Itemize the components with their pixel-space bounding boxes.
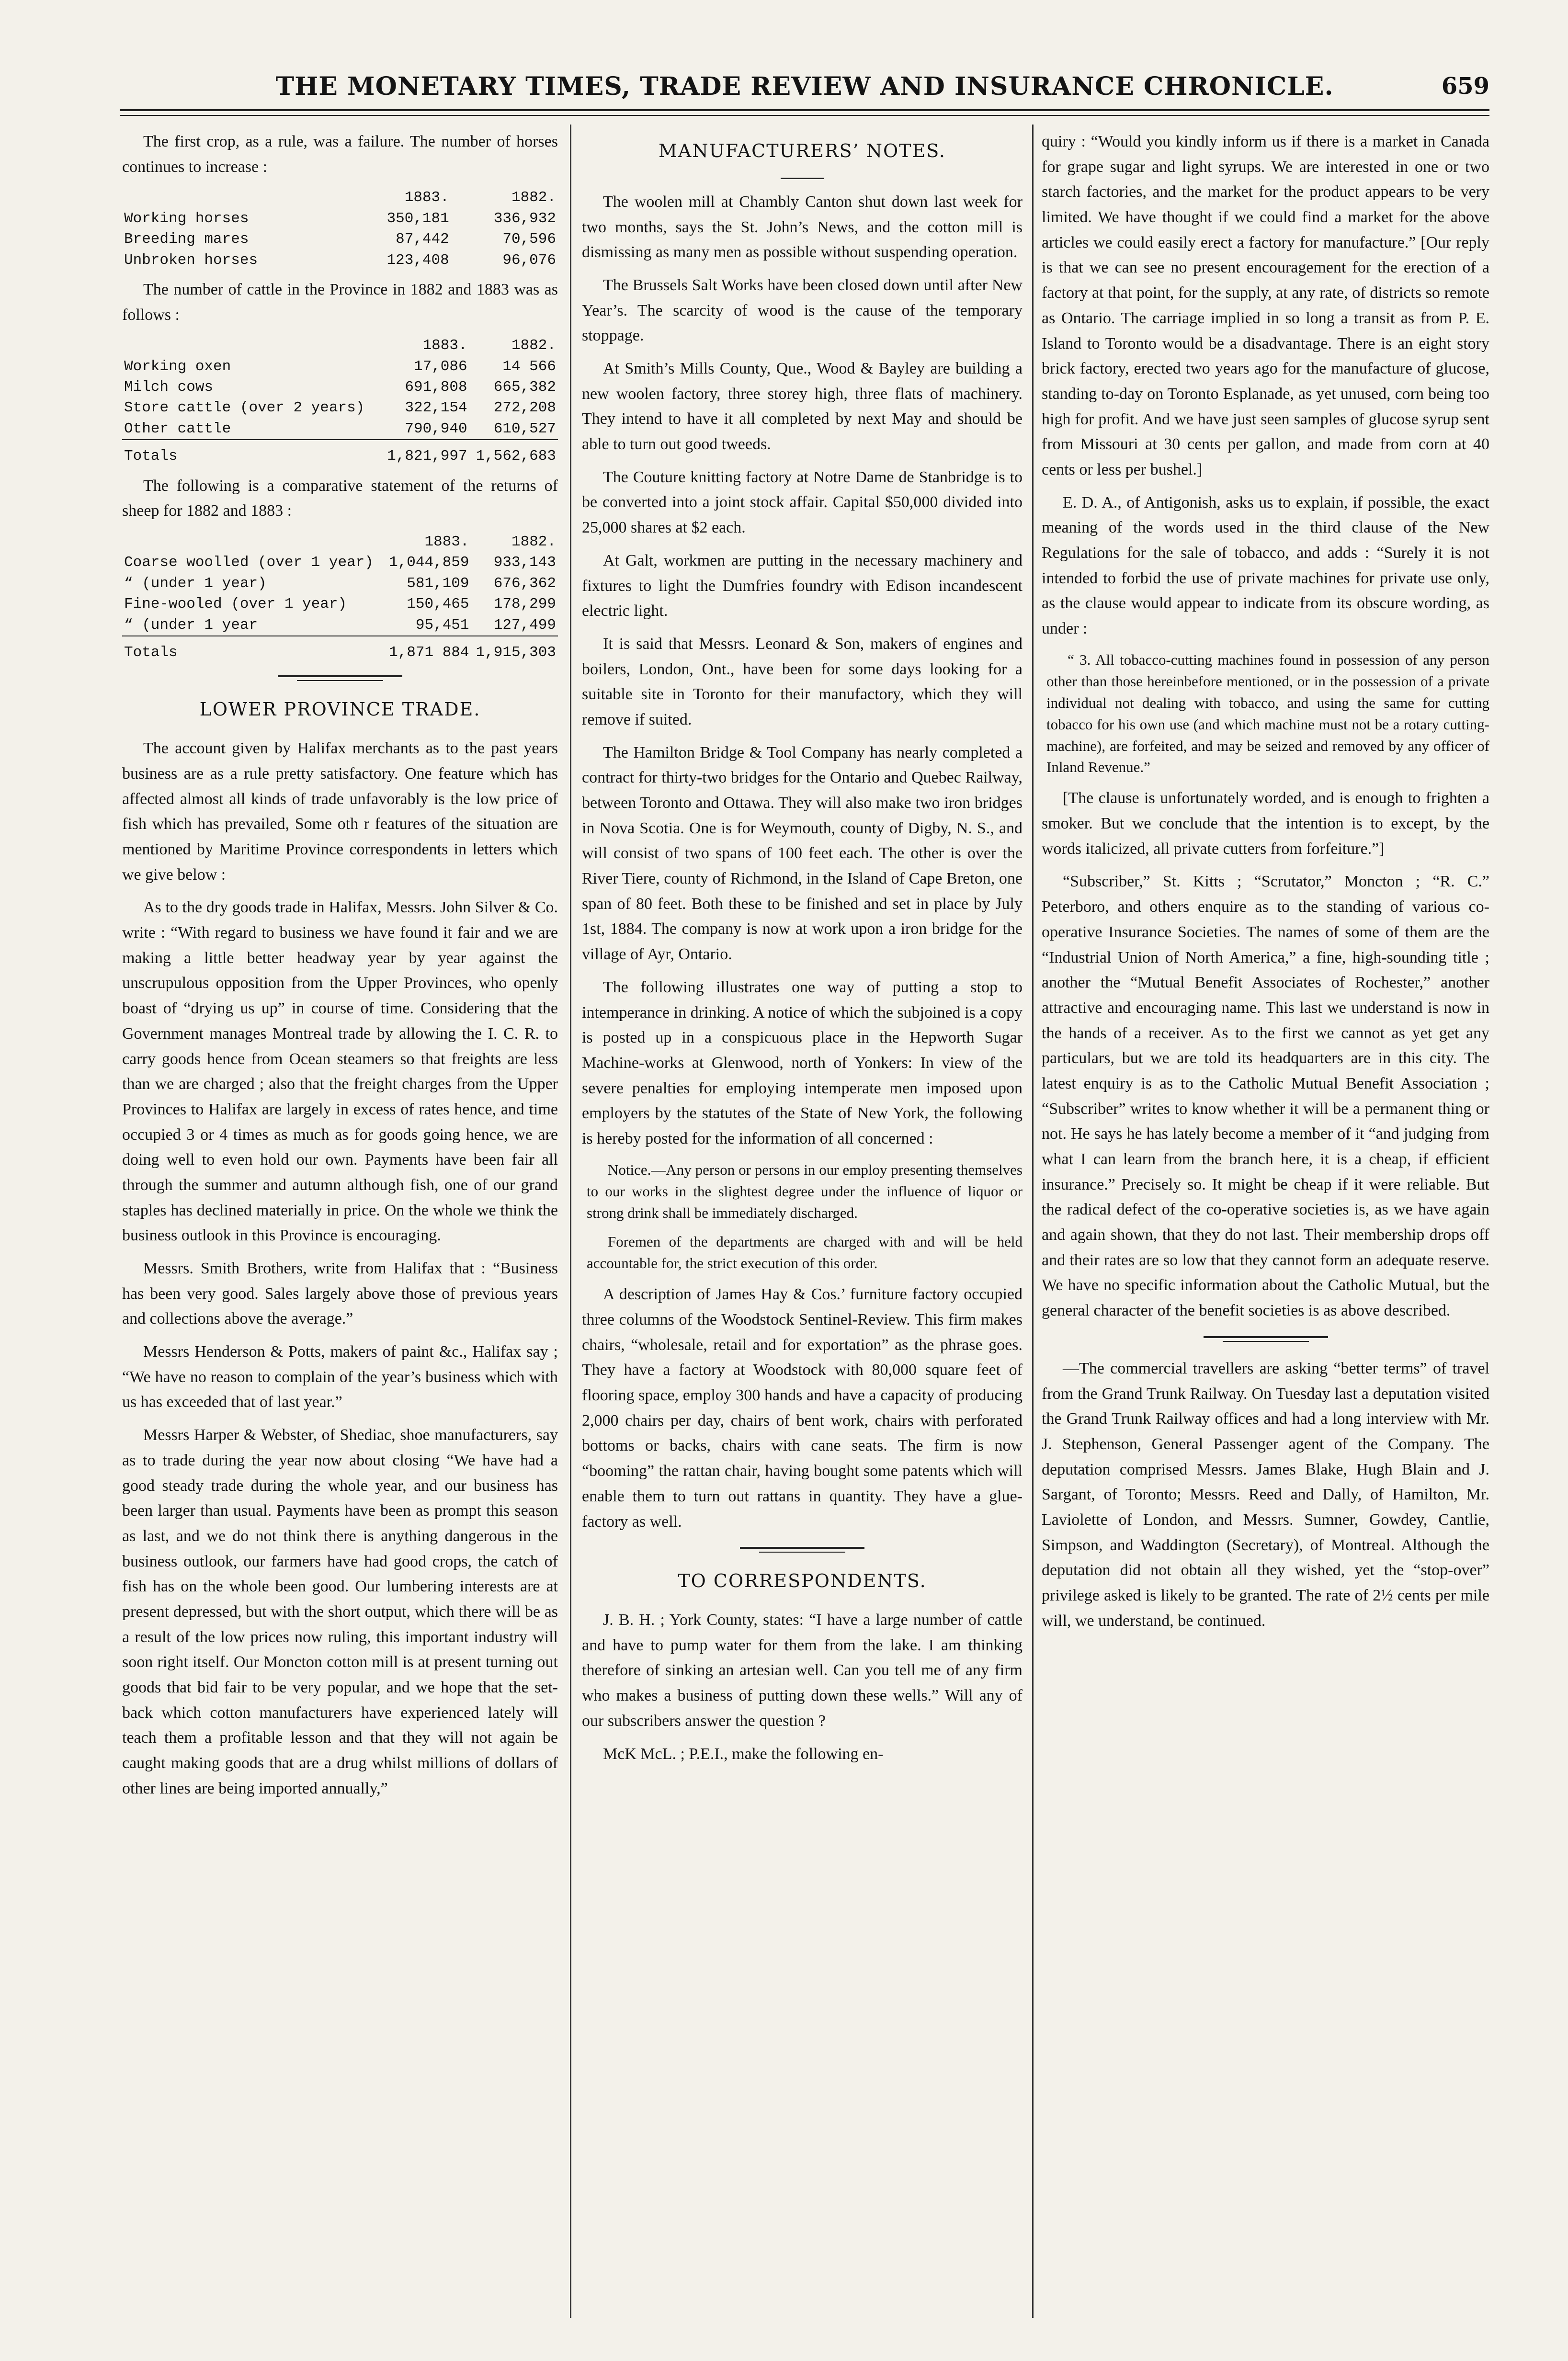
article-paragraph: A description of James Hay & Cos.’ furniture factory occupied three columns of the Woodstock Sentinel-Review. This firm makes chairs, “wholesale, retail and for exportation” as the phrase goes. They have a factory at Woodstock with 80,000 square feet of flooring space, employ 300 hands and have a capacity of producing 2,000 chairs per day, chairs of bent work, chairs with perforated bottoms or backs, chairs with cane seats. The firm is now “booming” the rattan chair, having bought some patents which will enable them to turn out rattans in quantity. They have a glue-factory as well. — [582, 1285, 1023, 1531]
article-paragraph: The woolen mill at Chambly Canton shut down last week for two months, says the St. John’s News, and the cotton mill is dismissing as many men as possible without suspending operation. — [582, 193, 1023, 261]
value-1883: 322,154 — [405, 399, 467, 417]
article-paragraph: Messrs. Smith Brothers, write from Halifax that : “Business has been very good. Sales largely above those of previous years and collections above the average.” — [122, 1260, 558, 1328]
sheep-intro: The following is a comparative statement of the returns of sheep for 1882 and 1883 : — [122, 477, 558, 520]
masthead-title: THE MONETARY TIMES, TRADE REVIEW AND INSURANCE CHRONICLE. — [275, 72, 1334, 101]
section-divider — [740, 1547, 864, 1553]
value-1883: 87,442 — [396, 231, 449, 248]
value-1883: 350,181 — [386, 210, 449, 227]
value-1883: 581,109 — [407, 575, 469, 592]
cattle-intro: The number of cattle in the Province in 1882 and 1883 was as follows : — [122, 280, 558, 324]
article-heading: MANUFACTURERS’ NOTES. — [659, 140, 946, 161]
column-2 — [582, 129, 1023, 2313]
article-paragraph: McK McL. ; P.E.I., make the following en- — [603, 1745, 884, 1763]
article-paragraph: [The clause is unfortunately worded, and is enough to frighten a smoker. But we conclude that the intention is to except, by the words italicized, all private cutters from forfeiture.”] — [1042, 789, 1489, 858]
article-paragraph: The Couture knitting factory at Notre Dame de Stanbridge is to be converted into a joint stock affair. Capital $50,000 divided into 25,000 shares at $2 each. — [582, 468, 1023, 537]
value-1882: 96,076 — [502, 251, 556, 269]
row-label: Working horses — [124, 210, 249, 227]
value-1882: 610,527 — [469, 419, 558, 440]
row-label: Fine-wooled (over 1 year) — [124, 596, 347, 613]
column-1 — [122, 129, 558, 2313]
total-1882: 1,915,303 — [476, 644, 556, 661]
table-row — [122, 397, 558, 418]
value-1883: 17,086 — [413, 358, 467, 375]
row-label: Other cattle — [122, 419, 380, 440]
article-paragraph: It is said that Messrs. Leonard & Son, makers of engines and boilers, London, Ont., have been for some days looking for a suitable site in Toronto for their manufactory, which they will remove if suited. — [582, 635, 1023, 728]
total-1882: 1,562,683 — [476, 448, 556, 465]
value-1882: 70,596 — [502, 231, 556, 248]
article-heading: TO CORRESPONDENTS. — [678, 1570, 927, 1592]
row-label: Coarse woolled (over 1 year) — [124, 554, 374, 571]
total-1883: 1,821,997 — [387, 448, 467, 465]
year-header: 1883. — [404, 189, 449, 206]
table-row — [122, 419, 558, 440]
header-rule — [120, 109, 1489, 111]
table-row — [122, 552, 558, 573]
value-1882: 336,932 — [493, 210, 556, 227]
page-number: 659 — [1441, 73, 1489, 100]
article-paragraph: The account given by Halifax merchants as to the past years business are as a rule pretty satisfactory. One feature which has affected almost all kinds of trade unfavorably is the low price of fish which has prevailed, Some oth r features of the situation are mentioned by Maritime Province correspondents in letters which we give below : — [122, 739, 558, 884]
article-paragraph: J. B. H. ; York County, states: “I have a large number of cattle and have to pump water for them from the lake. I am thinking therefore of sinking an artesian well. Can you tell me of any firm who makes a business of putting down these wells.” Will any of our subscribers answer the question ? — [582, 1611, 1023, 1730]
article-paragraph: E. D. A., of Antigonish, asks us to explain, if possible, the exact meaning of the words used in the third clause of the New Regulations for the sale of tobacco, and adds : “Surely it is not intended to forbid the use of private machines for private use only, as the clause would appear to indicate from its obscure wording, as under : — [1042, 493, 1489, 638]
posted-notice: Notice.—Any person or persons in our employ presenting themselves to our works in the slightest degree under the influence of liquor or strong drink shall be immediately discharged. — [587, 1161, 1023, 1221]
value-1882: 665,382 — [493, 379, 556, 396]
column-rule-2 — [1032, 125, 1034, 2318]
totals-row — [122, 636, 558, 663]
value-1882: 127,499 — [471, 615, 558, 636]
running-head — [120, 72, 1489, 105]
column-3 — [1042, 129, 1489, 2313]
value-1883: 691,808 — [405, 379, 467, 396]
article-paragraph: As to the dry goods trade in Halifax, Messrs. John Silver & Co. write : “With regard to business we have found it fair and we are making a little better headway year by year against the unscrupulous opposition from the Upper Provinces, who openly boast of “drying us up” in course of time. Considering that the Government manages Montreal trade by allowing the I. C. R. to carry goods hence from Ocean steamers so that freights are less than we are charged ; also that the freight charges from the Upper Provinces to Halifax are largely in excess of rates hence, and time occupied 3 or 4 times as much as for goods going hence, we are doing well to even hold our own. Payments have been fair all through the summer and autumn although fish, one of our grand staples has declined materially in price. On the whole we think the business outlook in this Province is encouraging. — [122, 898, 558, 1245]
row-label: Milch cows — [124, 379, 214, 396]
column-rule-1 — [570, 125, 571, 2318]
row-label: Unbroken horses — [124, 251, 258, 269]
article-paragraph: Messrs Henderson & Potts, makers of paint &c., Halifax say ; “We have no reason to complain of the year’s business which with us has exceeded that of last year.” — [122, 1343, 558, 1411]
total-1883: 1,871 884 — [389, 644, 469, 661]
regulation-clause: “ 3. All tobacco-cutting machines found in possession of any person other than those hereinbefore mentioned, or in the possession of a private individual not dealing with tobacco, and using the same for cutting tobacco for his own use (and which machine must not be a rotary cutting-machine), are forfeited, and may be seized and removed by any officer of Inland Revenue.” — [1046, 651, 1489, 776]
article-heading: LOWER PROVINCE TRADE. — [199, 699, 481, 720]
year-header: 1883. — [424, 533, 469, 551]
article-paragraph: The following illustrates one way of putting a stop to intemperance in drinking. A notice of which the subjoined is a copy is posted up in a conspicuous place in the Hepworth Sugar Machine-works at Glenwood, north of Yonkers: In view of the severe penalties for employing intemperate men imposed upon employers by the statutes of the State of New York, the following is hereby posted for the information of all concerned : — [582, 978, 1023, 1147]
row-label: Working oxen — [124, 358, 231, 375]
table-header — [122, 187, 558, 208]
article-paragraph: Messrs Harper & Webster, of Shediac, shoe manufacturers, say as to trade during the year now about closing “We have had a good steady trade during the whole year, and our business has been larger than usual. Payments have been as prompt this season as last, and we do not think there is anything dangerous in the business outlook, our farmers have had good crops, the catch of fish has on the whole been good. Our lumbering interests are at present depressed, but with the short output, which there will be as a result of the low prices now ruling, this important industry will soon right itself. Our Moncton cotton mill is at present turning out goods that bid fair to be very popular, and we hope that the set-back which cotton manufacturers have experienced lately will teach them a profitable lesson and that they will not again be caught making goods that are a drug whilst millions of dollars of other lines are being imported annually,” — [122, 1426, 558, 1797]
posted-notice: Foremen of the departments are charged with and will be held accountable for, the strict execution of this order. — [587, 1233, 1023, 1272]
table-row — [122, 229, 558, 250]
section-divider — [1204, 1336, 1328, 1342]
row-label: Breeding mares — [124, 231, 249, 248]
horses-intro: The first crop, as a rule, was a failure. The number of horses continues to increase : — [122, 133, 558, 176]
article-paragraph: “Subscriber,” St. Kitts ; “Scrutator,” Moncton ; “R. C.” Peterboro, and others enquire as to the standing of various co-operative Insurance Societies. The names of some of them are the “Industrial Union of North America,” a fine, high-sounding title ; another the “Mutual Benefit Associates of Rochester,” another attractive and encouraging name. This last we understand is now in the hands of a receiver. As to the first we cannot as yet get any particulars, but we are told its headquarters are in this city. The latest enquiry is as to the Catholic Mutual Benefit Association ; “Subscriber” writes to know whether it will be a permanent thing or not. He says he has lately become a member of it “and judging from what I can learn from the branch here, it is a cheap, if efficient insurance.” Precisely so. It might be cheap if it were reliable. But the radical defect of the co-operative societies is, as we have again and again shown, that they do not last. Their membership drops off and their rates are so low that they cannot form an adequate reserve. We have no specific information about the Catholic Mutual, but the general character of the benefit societies is as above described. — [1042, 873, 1489, 1320]
article-paragraph: quiry : “Would you kindly inform us if there is a market in Canada for grape sugar and light syrups. We are interested in one or two starch factories, and the market for the product appears to be very limited. We have thought if we could find a market for the above articles we could easily erect a factory for manufacture.” [Our reply is that we can see no present encouragement for the erection of a factory at that point, for the supply, at any rate, of districts so remote as Ontario. The carriage implied in so long a transit as from P. E. Island to Toronto would be a disadvantage. There is an eight story brick factory, erected two years ago for the manufacture of glucose, standing to-day on Toronto Esplanade, as yet unused, corn being too high for profit. And we have just seen samples of glucose syrup sent from Missouri at 30 cents per gallon, and made from corn at 40 cents or less per bushel.] — [1042, 133, 1489, 478]
value-1882: 933,143 — [493, 554, 556, 571]
table-row — [122, 250, 558, 271]
table-header — [122, 532, 558, 552]
lower-province-trade-article — [122, 695, 558, 1801]
article-paragraph: The Hamilton Bridge & Tool Company has nearly completed a contract for thirty-two bridges for the Ontario and Quebec Railway, between Toronto and Ottawa. They will also make two iron bridges in Nova Scotia. One is for Weymouth, county of Digby, N. S., and will consist of two spans of 100 feet each. The other is over the River Tiere, county of Richmond, in the Island of Cape Breton, one span of 80 feet. Both these to be finished and set in place by July 1st, 1884. The company is now at work upon a iron bridge for the village of Ayr, Ontario. — [582, 743, 1023, 964]
totals-label: Totals — [124, 644, 178, 661]
value-1882: 676,362 — [493, 575, 556, 592]
row-label: “ (under 1 year — [122, 615, 384, 636]
totals-label: Totals — [124, 448, 178, 465]
row-label: “ (under 1 year) — [124, 575, 267, 592]
value-1882: 272,208 — [493, 399, 556, 417]
sheep-table — [122, 532, 558, 663]
row-label: Store cattle (over 2 years) — [124, 399, 365, 417]
article-paragraph: At Galt, workmen are putting in the necessary machinery and fixtures to light the Dumfries foundry with Edison incandescent electric light. — [582, 551, 1023, 620]
heading-rule — [781, 178, 824, 179]
value-1883: 790,940 — [380, 419, 469, 440]
value-1882: 178,299 — [493, 596, 556, 613]
value-1882: 14 566 — [502, 358, 556, 375]
table-header — [122, 335, 558, 356]
year-header: 1882. — [511, 189, 556, 206]
horses-table — [122, 187, 558, 271]
cattle-table — [122, 335, 558, 466]
value-1883: 1,044,859 — [389, 554, 469, 571]
table-row — [122, 208, 558, 229]
article-paragraph: The Brussels Salt Works have been closed down until after New Year’s. The scarcity of wood is the cause of the temporary stoppage. — [582, 276, 1023, 345]
totals-row — [122, 440, 558, 466]
correspondents-article — [582, 1567, 1023, 1767]
manufacturers-notes-article — [582, 137, 1023, 1534]
year-header: 1882. — [511, 337, 556, 354]
year-header: 1882. — [511, 533, 556, 551]
table-row — [122, 615, 558, 636]
header-rule-thin — [120, 115, 1489, 116]
value-1883: 150,465 — [407, 596, 469, 613]
table-row — [122, 377, 558, 397]
year-header: 1883. — [422, 337, 467, 354]
value-1883: 95,451 — [384, 615, 471, 636]
article-paragraph: —The commercial travellers are asking “better terms” of travel from the Grand Trunk Railway. On Tuesday last a deputation visited the Grand Trunk Railway offices and had a long interview with Mr. J. Stephenson, General Passenger agent of the Company. The deputation comprised Messrs. James Blake, Hugh Blain and J. Sargant, of Toronto; Messrs. Reed and Dally, of Hamilton, Mr. Laviolette of London, and Messrs. Sumner, Gowdey, Cantlie, Simpson, and Waddington (Secretary), of Montreal. Although the deputation did not obtain all they wished, yet the “stop-over” privilege asked is likely to be granted. The rate of 2½ cents per mile will, we understand, be continued. — [1042, 1359, 1489, 1630]
article-paragraph: At Smith’s Mills County, Que., Wood & Bayley are building a new woolen factory, three storey high, three flats of machinery. They intend to have it all completed by next May and should be able to turn out good tweeds. — [582, 360, 1023, 454]
table-row — [122, 573, 558, 594]
table-row — [122, 594, 558, 614]
section-divider — [278, 675, 402, 681]
table-row — [122, 356, 558, 377]
value-1883: 123,408 — [386, 251, 449, 269]
